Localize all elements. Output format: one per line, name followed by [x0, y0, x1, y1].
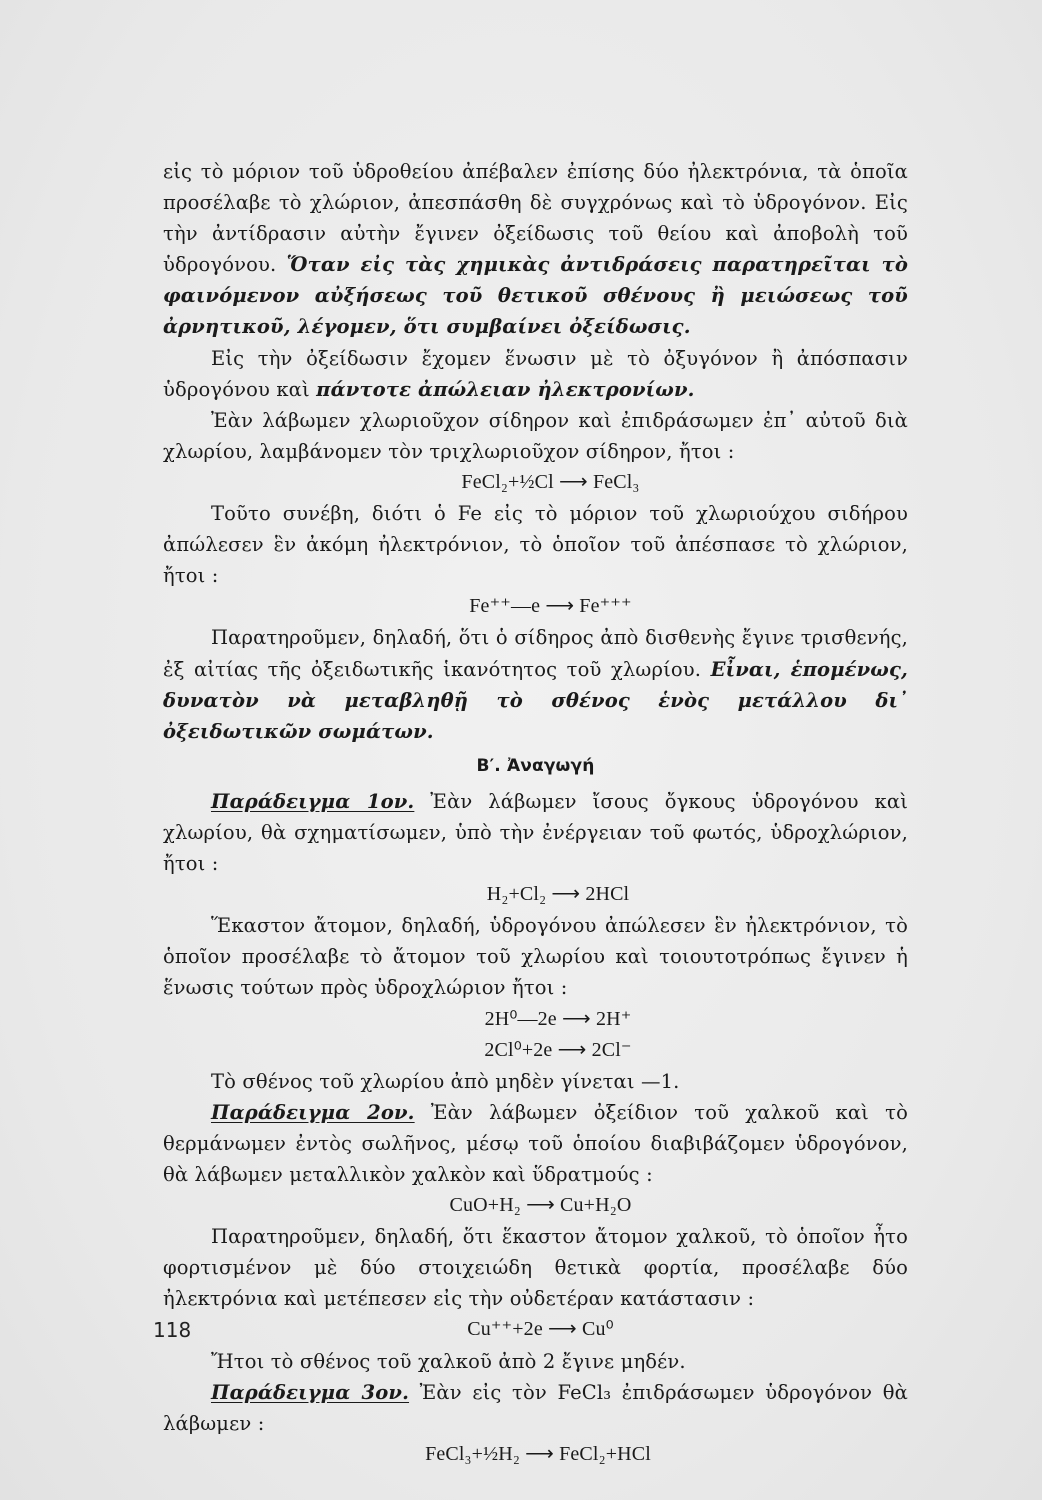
emphasis-text: πάντοτε ἀπώλειαν ἠλεκτρονίων. [316, 377, 695, 401]
equation: CuO+H₂ ⟶ Cu+H₂O [449, 1194, 632, 1217]
paragraph-text: Παρατηροῦμεν, δηλαδή, ὅτι ὁ σίδηρος ἀπὸ δισθενὴς ἔγινε τρισθενής, ἐξ αἰτίας τῆς ὀξειδωτικῆς ἱκανότητος τοῦ χλωρίου. [163, 626, 908, 681]
paragraph: Τὸ σθένος τοῦ χλωρίου ἀπὸ μηδὲν γίνεται —1. [211, 1069, 680, 1093]
section-heading: Β′. Ἀναγωγή [476, 755, 595, 776]
paragraph-text: εἰς τὸ μόριον τοῦ ὑδροθείου ἀπέβαλεν ἐπίσης δύο ἠλεκτρόνια, τὰ ὁποῖα προσέλαβε τὸ χλώριον, ἀπεσπάσθη δὲ συγχρόνως καὶ τὸ ὑδρογόνον. Εἰς τὴν ἀντίδρασιν αὐτὴν ἔγινεν ὀξείδωσις τοῦ θείου καὶ ἀποβολὴ τοῦ ὑδρογόνου. [163, 160, 908, 277]
paragraph [163, 156, 908, 343]
paragraph [163, 1377, 908, 1439]
equation: FeCl₃+½H₂ ⟶ FeCl₂+HCl [425, 1442, 651, 1465]
paragraph: Τοῦτο συνέβη, διότι ὁ Fe εἰς τὸ μόριον τοῦ χλωριούχου σιδήρου ἀπώλεσεν ἓν ἀκόμη ἠλεκτρόνιον, τὸ ὁποῖον τοῦ ἀπέσπασε τὸ χλώριον, ἤτοι : [163, 502, 908, 588]
equation: 2H⁰—2e ⟶ 2H⁺ [484, 1007, 632, 1030]
paragraph [163, 1097, 908, 1190]
paragraph: Ἐὰν λάβωμεν χλωριοῦχον σίδηρον καὶ ἐπιδράσωμεν ἐπ᾽ αὐτοῦ διὰ χλωρίου, λαμβάνομεν τὸν τριχλωριοῦχον σίδηρον, ἤτοι : [163, 408, 908, 463]
paragraph: Παρατηροῦμεν, δηλαδή, ὅτι ἕκαστον ἄτομον χαλκοῦ, τὸ ὁποῖον ἦτο φορτισμένον μὲ δύο στοιχειώδη θετικὰ φορτία, προσέλαβε δύο ἠλεκτρόνια καὶ μετέπεσεν εἰς τὴν οὐδετέραν κατάστασιν : [163, 1225, 908, 1311]
paragraph-text: Ἐὰν λάβωμεν ἴσους ὄγκους ὑδρογόνου καὶ χλωρίου, θὰ σχηματίσωμεν, ὑπὸ τὴν ἐνέργειαν τοῦ φωτός, ὑδροχλώριον, ἤτοι : [163, 789, 908, 876]
equation: 2Cl⁰+2e ⟶ 2Cl⁻ [484, 1038, 632, 1061]
paragraph [163, 786, 908, 879]
paragraph [163, 622, 908, 746]
equation: Fe⁺⁺—e ⟶ Fe⁺⁺⁺ [469, 595, 632, 618]
equation: H₂+Cl₂ ⟶ 2HCl [486, 883, 630, 906]
emphasis-text: Εἶναι, ἑπομένως, δυνατὸν νὰ μεταβληθῇ τὸ σθένος ἑνὸς μετάλλου δι᾽ ὀξειδωτικῶν σωμάτων. [163, 657, 908, 743]
paragraph: Ἕκαστον ἄτομον, δηλαδή, ὑδρογόνου ἀπώλεσεν ἓν ἠλεκτρόνιον, τὸ ὁποῖον προσέλαβε τὸ ἄτομον τοῦ χλωρίου καὶ τοιουτοτρόπως ἔγινεν ἡ ἕνωσις τούτων πρὸς ὑδροχλώριον ἤτοι : [163, 914, 908, 1000]
example-label: Παράδειγμα 1ον. [211, 789, 415, 813]
example-label: Παράδειγμα 2ον. [211, 1100, 415, 1124]
paragraph: Ἤτοι τὸ σθένος τοῦ χαλκοῦ ἀπὸ 2 ἔγινε μηδέν. [211, 1349, 686, 1373]
paragraph-text: Ἐὰν λάβωμεν ὀξείδιον τοῦ χαλκοῦ καὶ τὸ θερμάνωμεν ἐντὸς σωλῆνος, μέσῳ τοῦ ὁποίου διαβιβάζομεν ὑδρογόνον, θὰ λάβωμεν μεταλλικὸν χαλκὸν καὶ ὕδρατμούς : [163, 1100, 908, 1186]
paragraph-text: Ἐὰν εἰς τὸν FeCl₃ ἐπιδράσωμεν ὑδρογόνον θὰ λάβωμεν : [163, 1380, 908, 1435]
equation: FeCl₂+½Cl ⟶ FeCl₃ [461, 470, 640, 493]
paragraph-text: Εἰς τὴν ὀξείδωσιν ἔχομεν ἕνωσιν μὲ τὸ ὀξυγόνον ἢ ἀπόσπασιν ὑδρογόνου καὶ [163, 346, 908, 401]
page-number: 118 [153, 1318, 192, 1342]
paragraph [163, 343, 908, 405]
emphasis-text: Ὅταν εἰς τὰς χημικὰς ἀντιδράσεις παρατηρεῖται τὸ φαινόμενον αὐξήσεως τοῦ θετικοῦ σθένους ἢ μειώσεως τοῦ ἀρνητικοῦ, λέγομεν, ὅτι συμβαίνει ὀξείδωσις. [163, 253, 908, 339]
example-label: Παράδειγμα 3ον. [211, 1380, 410, 1404]
equation: Cu⁺⁺+2e ⟶ Cu⁰ [467, 1318, 614, 1341]
page-body [163, 156, 908, 1470]
